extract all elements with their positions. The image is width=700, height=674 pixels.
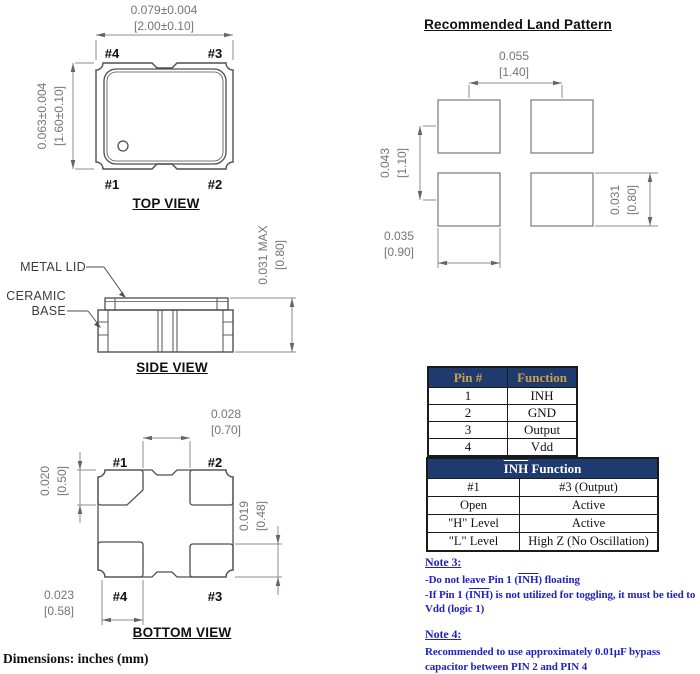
top-view-title: TOP VIEW [132,196,200,211]
column-header: Pin # [428,367,508,388]
dim-label: [0.58] [43,604,75,618]
pin-label: #1 [112,455,128,470]
pad-4 [98,542,143,577]
side-view-title: SIDE VIEW [136,360,208,375]
note-4-title: Note 4: [425,627,462,641]
dim-label: 0.035 [383,229,415,243]
table-cell: Output [508,422,578,439]
land-pattern-title: Recommended Land Pattern [424,17,612,32]
package-outline-top [96,63,233,169]
dim-label: 0.031 [608,184,622,216]
ceramic-base-label-line2: BASE [31,304,66,318]
dim-label: [0.50] [55,465,69,497]
dim-label: 0.079±0.004 [130,3,198,17]
table-row [427,515,658,533]
dim-label: [1.40] [498,65,530,79]
note-4 [425,627,700,674]
note-line: -If Pin 1 $(\overline{INH})$ is not utilized for toggling, it must be tied to [425,588,696,601]
dim-label: [2.00±0.10] [134,19,194,33]
table-row [427,479,658,497]
package-outline-side [98,298,233,352]
dim-label: [0.80] [273,239,287,271]
pin-label: #2 [207,455,223,470]
table-row [428,422,577,439]
pin-label: #4 [104,46,120,61]
dim-label: 0.043 [378,147,392,179]
bottom-view-title: BOTTOM VIEW [132,625,232,640]
package-outline-bottom [98,470,233,577]
ceramic-base-label-line1: CERAMIC [6,289,66,303]
dim-label: 0.020 [38,465,52,497]
table-row [427,533,658,552]
inh-function-table [426,457,659,552]
dim-label: 0.023 [43,588,75,602]
pin-label: #3 [207,589,223,604]
note-3-title: Note 3: [425,555,462,569]
table-cell: #3 (Output) [520,479,659,497]
land-pattern-drawing [370,40,700,275]
table-cell: Vdd [508,439,578,457]
table-title: $\overline{INH}$ Function [427,458,658,479]
pin1-marker-dot [118,141,128,151]
table-row [427,497,658,515]
dim-label: [0.48] [254,500,268,532]
table-cell: 3 [428,422,508,439]
note-line: -Do not leave Pin 1 $(\overline{INH})$ floating [425,574,580,586]
dim-label: [1.60±0.10] [52,86,66,146]
table-cell: 4 [428,439,508,457]
metal-lid-label: METAL LID [20,260,86,274]
table-cell: 2 [428,405,508,422]
table-header-row [427,458,658,479]
pad-1 [98,470,143,505]
dim-label: [0.80] [625,184,639,216]
dimension-lines [230,298,296,352]
dim-label: 0.031 MAX [256,225,270,285]
table-cell: $\overline{INH}$ [508,388,578,405]
table-header-row [428,367,577,388]
table-row [428,405,577,422]
dimension-lines [77,438,282,625]
note-line: capacitor between PIN 2 and PIN 4 [425,660,588,673]
dim-label: [0.70] [210,423,242,437]
table-cell: #1 [427,479,520,497]
pin-label: #1 [104,177,120,192]
table-row [428,388,577,405]
column-header: Function [508,367,578,388]
dimension-lines [420,83,658,268]
table-cell: High Z (No Oscillation) [520,533,659,552]
pin-function-table [427,366,578,457]
dim-label: 0.055 [498,49,530,63]
top-view-drawing [0,0,250,215]
note-3 [425,555,700,617]
land-pads [438,100,593,226]
table-cell: Active [520,515,659,533]
dim-label: [0.90] [383,245,415,259]
table-cell: "H" Level [427,515,520,533]
dimensions-footnote: Dimensions: inches (mm) [3,651,149,666]
pin-label: #2 [207,177,223,192]
dim-label: 0.019 [237,500,251,532]
pad-2 [190,470,233,505]
table-cell: Active [520,497,659,515]
dim-label: [1.10] [395,147,409,179]
table-row [428,439,577,457]
table-cell: 1 [428,388,508,405]
pad-3 [190,544,233,577]
note-line: Recommended to use approximately 0.01µF bypass [425,646,661,658]
pin-label: #4 [112,589,128,604]
pin-label: #3 [207,46,223,61]
dim-label: 0.028 [210,407,242,421]
leader-lines [67,267,123,324]
table-cell: Open [427,497,520,515]
bottom-view-drawing [0,400,340,640]
table-cell: "L" Level [427,533,520,552]
note-line: Vdd (logic 1) [425,603,485,615]
dim-label: 0.063±0.004 [35,82,49,150]
table-cell: GND [508,405,578,422]
